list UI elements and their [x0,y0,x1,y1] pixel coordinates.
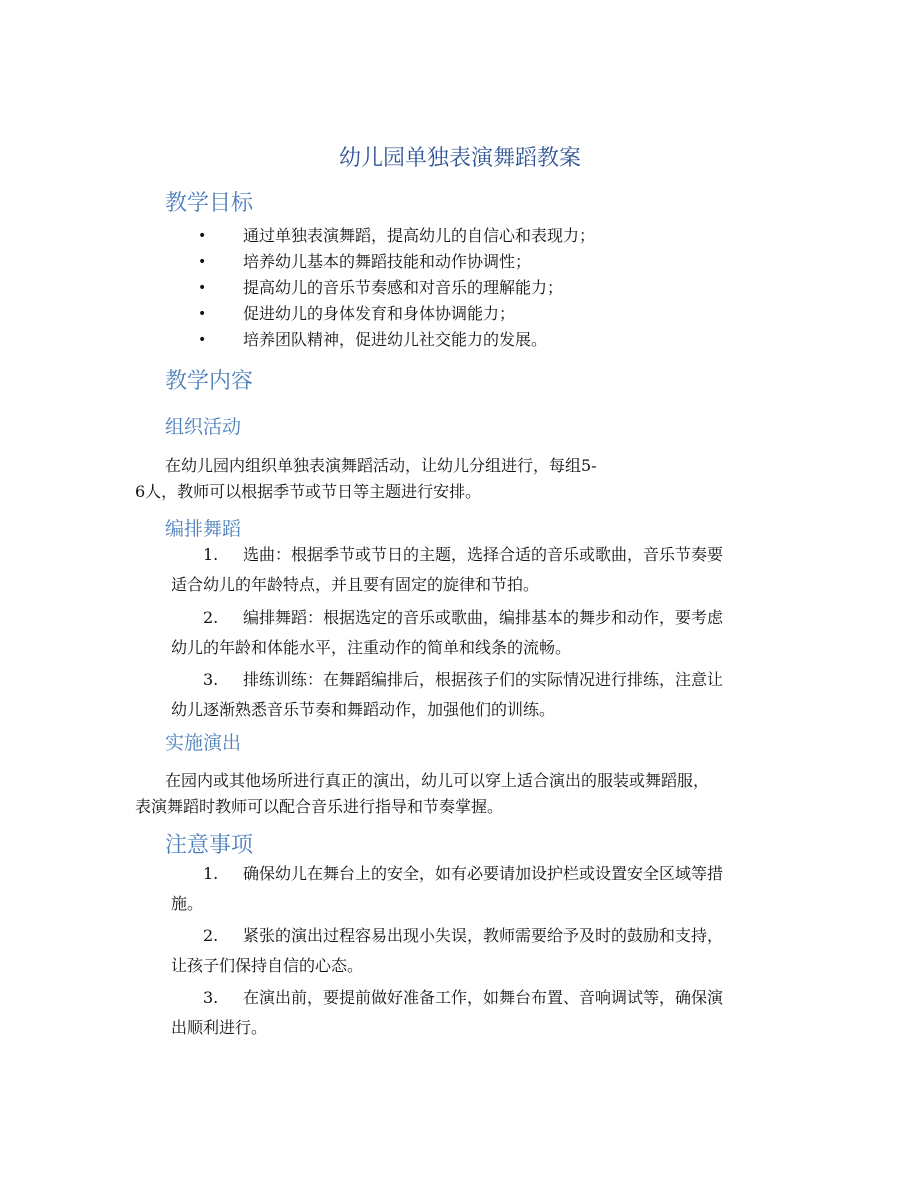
item-text: 选曲：根据季节或节日的主题，选择合适的音乐或歌曲，音乐节奏要 [243,545,724,564]
heading-teaching-goals: 教学目标 [165,191,254,216]
item-text: 确保幼儿在舞台上的安全，如有必要请加设护栏或设置安全区域等措 [243,864,724,883]
paragraph-line: 表演舞蹈时教师可以配合音乐进行指导和节奏掌握。 [135,797,504,816]
item-text-continued: 适合幼儿的年龄特点，并且要有固定的旋律和节拍。 [171,575,540,594]
paragraph-line: 在幼儿园内组织单独表演舞蹈活动，让幼儿分组进行，每组5- [165,456,597,475]
item-number: 3. [203,988,219,1007]
list-item-text: 提高幼儿的音乐节奏感和对音乐的理解能力； [243,278,564,297]
list-item [0,249,920,275]
paragraph-organize-activity [135,453,795,505]
numbered-item [0,859,920,919]
bullet-icon: • [198,332,207,348]
list-item [0,223,920,249]
item-text-continued: 出顺利进行。 [171,1018,268,1037]
item-text-continued: 施。 [171,894,204,913]
subheading-performance: 实施演出 [165,732,242,754]
bullet-icon: • [198,254,207,270]
heading-notes: 注意事项 [165,833,254,858]
list-item [0,327,920,353]
numbered-item [0,603,920,663]
list-item-text: 培养团队精神，促进幼儿社交能力的发展。 [243,330,548,349]
numbered-item [0,983,920,1043]
item-number: 2. [203,926,219,945]
bullet-icon: • [198,306,207,322]
list-item-text: 培养幼儿基本的舞蹈技能和动作协调性； [243,252,532,271]
item-number: 1. [203,864,219,883]
bullet-icon: • [198,228,207,244]
list-item [0,301,920,327]
item-text: 在演出前，要提前做好准备工作，如舞台布置、音响调试等，确保演 [243,988,724,1007]
item-number: 2. [203,608,219,627]
numbered-item [0,665,920,725]
list-item-text: 通过单独表演舞蹈，提高幼儿的自信心和表现力； [243,226,596,245]
item-text-continued: 让孩子们保持自信的心态。 [171,956,364,975]
item-number: 3. [203,670,219,689]
numbered-item [0,921,920,981]
list-item [0,275,920,301]
item-text: 排练训练：在舞蹈编排后，根据孩子们的实际情况进行排练，注意让 [243,670,724,689]
bullet-icon: • [198,280,207,296]
item-text: 紧张的演出过程容易出现小失误，教师需要给予及时的鼓励和支持， [243,926,724,945]
document-title: 幼儿园单独表演舞蹈教案 [338,146,581,171]
subheading-organize-activity: 组织活动 [165,416,242,438]
item-text: 编排舞蹈：根据选定的音乐或歌曲，编排基本的舞步和动作，要考虑 [243,608,724,627]
subheading-choreography: 编排舞蹈 [165,518,242,540]
item-number: 1. [203,545,219,564]
item-text-continued: 幼儿的年龄和体能水平，注重动作的简单和线条的流畅。 [171,638,572,657]
list-item-text: 促进幼儿的身体发育和身体协调能力； [243,304,516,323]
paragraph-line: 6人，教师可以根据季节或节日等主题进行安排。 [135,482,482,501]
paragraph-performance [135,768,795,820]
heading-teaching-content: 教学内容 [165,369,254,394]
numbered-item [0,540,920,600]
paragraph-line: 在园内或其他场所进行真正的演出，幼儿可以穿上适合演出的服装或舞蹈服， [165,771,710,790]
item-text-continued: 幼儿逐渐熟悉音乐节奏和舞蹈动作，加强他们的训练。 [171,700,556,719]
